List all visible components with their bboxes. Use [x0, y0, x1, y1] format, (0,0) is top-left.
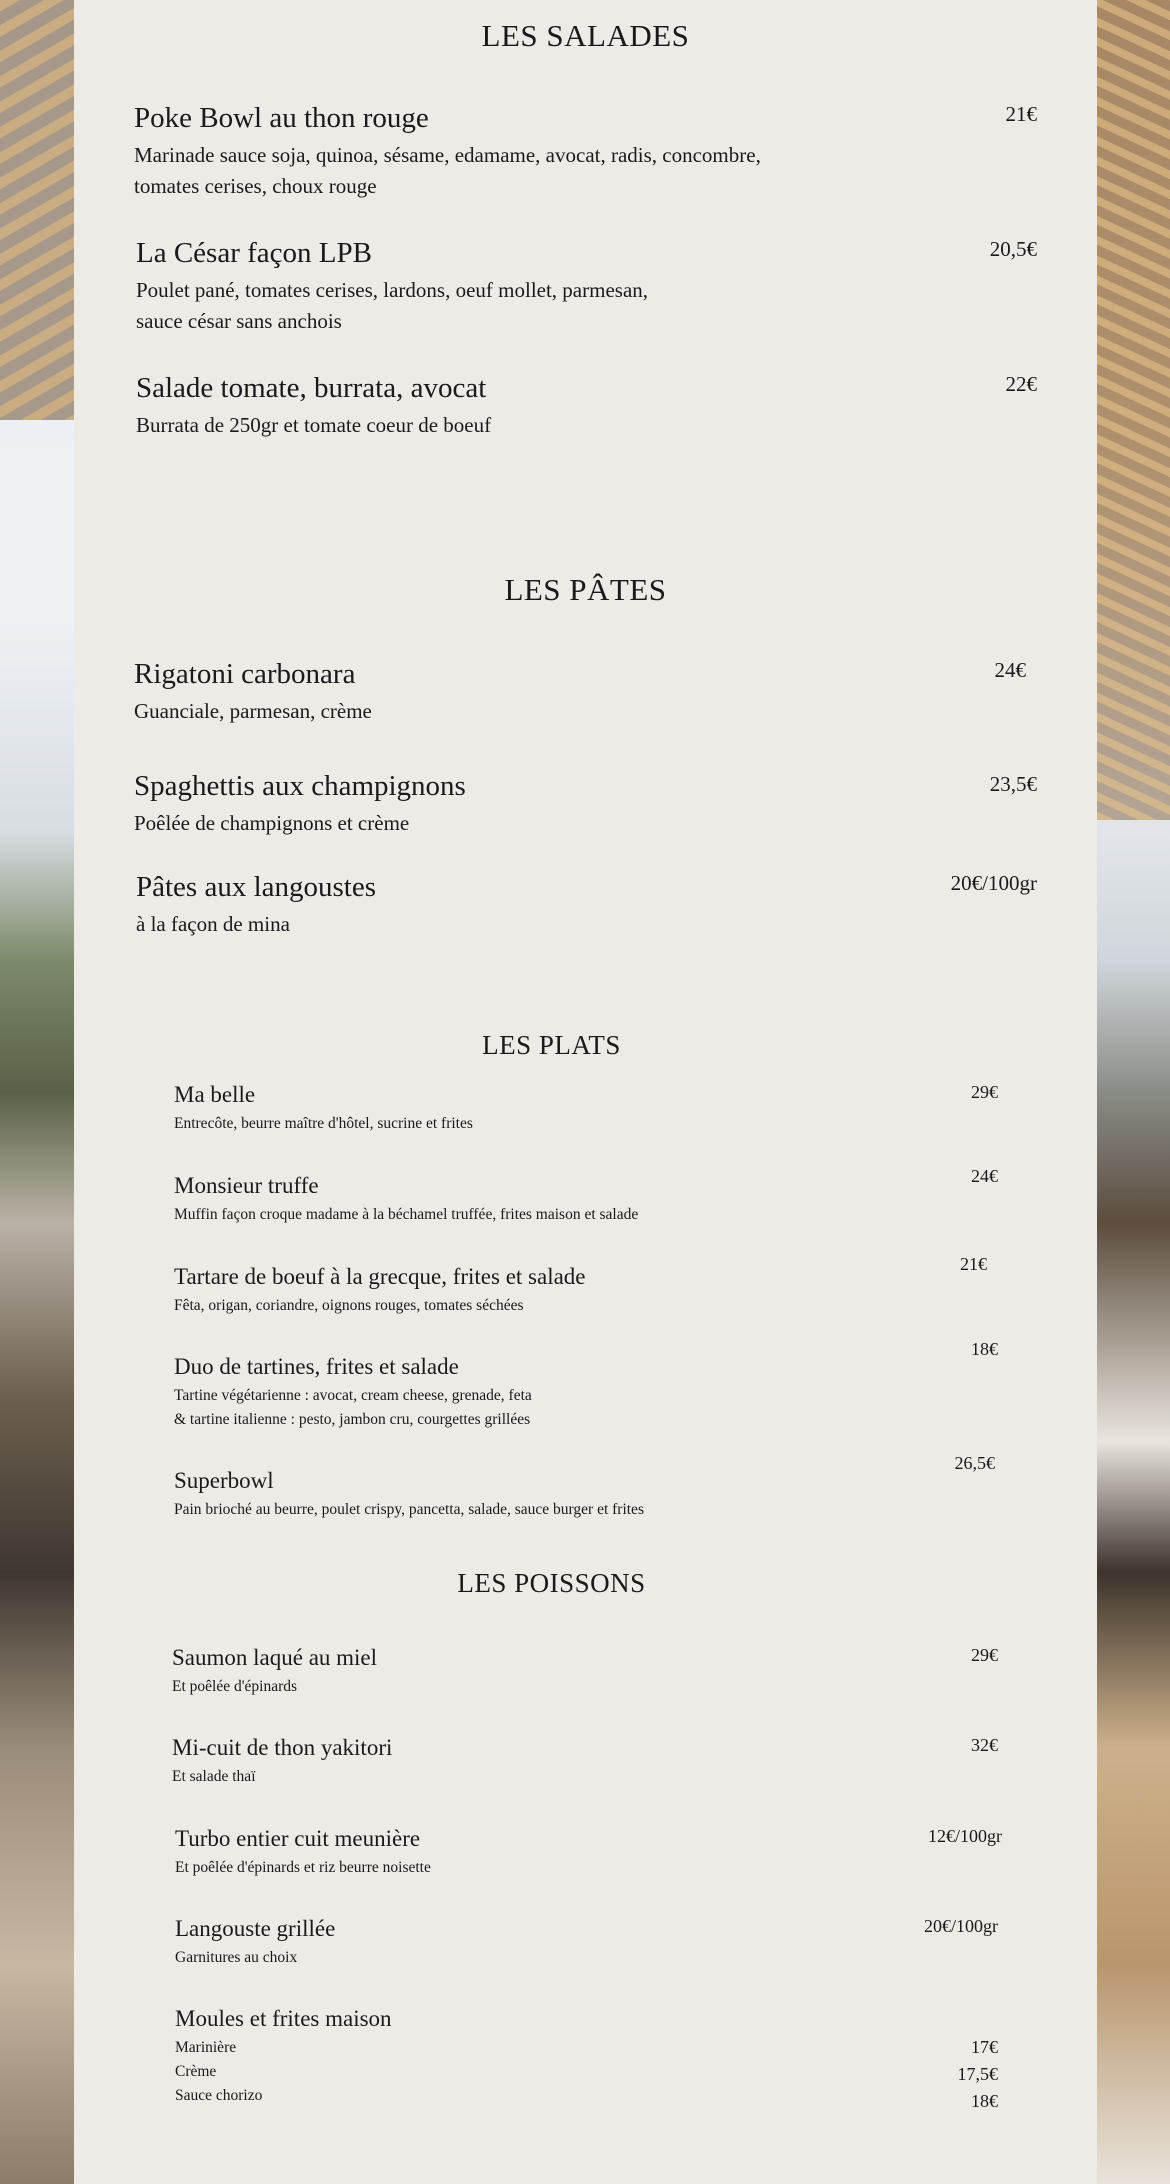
dish-price: 21€: [1005, 102, 1037, 126]
dish-name: Duo de tartines, frites et salade: [174, 1354, 459, 1379]
dish-description: tomates cerises, choux rouge: [134, 174, 377, 198]
dish-name: Salade tomate, burrata, avocat: [136, 372, 487, 404]
dish-name: Poke Bowl au thon rouge: [134, 102, 429, 134]
dish-name: Pâtes aux langoustes: [136, 871, 377, 903]
dish-description: Et poêlée d'épinards et riz beurre noisette: [175, 1859, 431, 1876]
dish-description: Pain brioché au beurre, poulet crispy, pancetta, salade, sauce burger et frites: [174, 1501, 644, 1518]
dish-description: Fêta, origan, coriandre, oignons rouges, tomates séchées: [174, 1297, 524, 1314]
dish-price: 21€: [960, 1254, 987, 1274]
dish-price: 12€/100gr: [928, 1826, 1002, 1846]
dish-description: Tartine végétarienne : avocat, cream cheese, grenade, feta: [174, 1387, 532, 1404]
section-title-pates: LES PÂTES: [504, 572, 667, 607]
dish-price: 18€: [971, 1339, 998, 1359]
dish-price: 26,5€: [954, 1453, 995, 1473]
background-photo-right: [1096, 0, 1170, 2184]
dish-description: Poêlée de champignons et crème: [134, 811, 410, 835]
dish-name: Spaghettis aux champignons: [134, 770, 466, 802]
dish-price: 24€: [971, 1166, 998, 1186]
dish-name: Saumon laqué au miel: [172, 1645, 378, 1670]
dish-variant-label: Marinière: [175, 2039, 237, 2056]
dish-name: Turbo entier cuit meunière: [175, 1826, 421, 1851]
dish-name: Monsieur truffe: [174, 1173, 319, 1198]
section-title-plats: LES PLATS: [482, 1030, 621, 1060]
section-title-poissons: LES POISSONS: [457, 1568, 646, 1598]
dish-description: Et poêlée d'épinards: [172, 1678, 298, 1695]
dish-price: 20€/100gr: [924, 1916, 998, 1936]
dish-price: 23,5€: [989, 772, 1037, 796]
dish-name: Langouste grillée: [175, 1916, 336, 1941]
dish-price: 24€: [994, 658, 1026, 682]
dish-name: Rigatoni carbonara: [134, 658, 356, 690]
dish-description: Et salade thaï: [172, 1768, 256, 1785]
dish-price: 29€: [971, 1082, 998, 1102]
dish-price: 20,5€: [989, 237, 1037, 261]
dish-name: Moules et frites maison: [175, 2006, 392, 2031]
dish-price: 22€: [1005, 372, 1037, 396]
dish-name: Mi-cuit de thon yakitori: [172, 1735, 393, 1760]
dish-price: 32€: [971, 1735, 998, 1755]
dish-price: 20€/100gr: [950, 871, 1037, 895]
dish-description: Guanciale, parmesan, crème: [134, 699, 372, 723]
dish-description: Muffin façon croque madame à la béchamel truffée, frites maison et salade: [174, 1206, 639, 1223]
dish-name: Ma belle: [174, 1082, 256, 1107]
dish-name: Tartare de boeuf à la grecque, frites et salade: [174, 1264, 586, 1289]
dish-price: 29€: [971, 1645, 998, 1665]
dish-description: Garnitures au choix: [175, 1949, 298, 1966]
dish-description: Burrata de 250gr et tomate coeur de boeuf: [136, 413, 492, 437]
dish-name: Superbowl: [174, 1468, 274, 1493]
dish-variant-price: 17€: [971, 2037, 998, 2057]
dish-variant-price: 18€: [971, 2091, 998, 2111]
dish-description: & tartine italienne : pesto, jambon cru, courgettes grillées: [174, 1411, 531, 1428]
dish-name: La César façon LPB: [136, 237, 372, 269]
dish-description: Entrecôte, beurre maître d'hôtel, sucrine et frites: [174, 1115, 473, 1132]
dish-description: à la façon de mina: [136, 912, 290, 936]
dish-description: sauce césar sans anchois: [136, 309, 342, 333]
background-photo-left: [0, 0, 74, 2184]
dish-variant-label: Sauce chorizo: [175, 2087, 263, 2104]
dish-description: Marinade sauce soja, quinoa, sésame, edamame, avocat, radis, concombre,: [134, 143, 761, 167]
dish-description: Poulet pané, tomates cerises, lardons, oeuf mollet, parmesan,: [136, 278, 649, 302]
section-title-salades: LES SALADES: [481, 18, 690, 53]
dish-variant-label: Crème: [175, 2063, 217, 2080]
dish-variant-price: 17,5€: [957, 2064, 998, 2084]
menu-panel: [74, 0, 1097, 2184]
